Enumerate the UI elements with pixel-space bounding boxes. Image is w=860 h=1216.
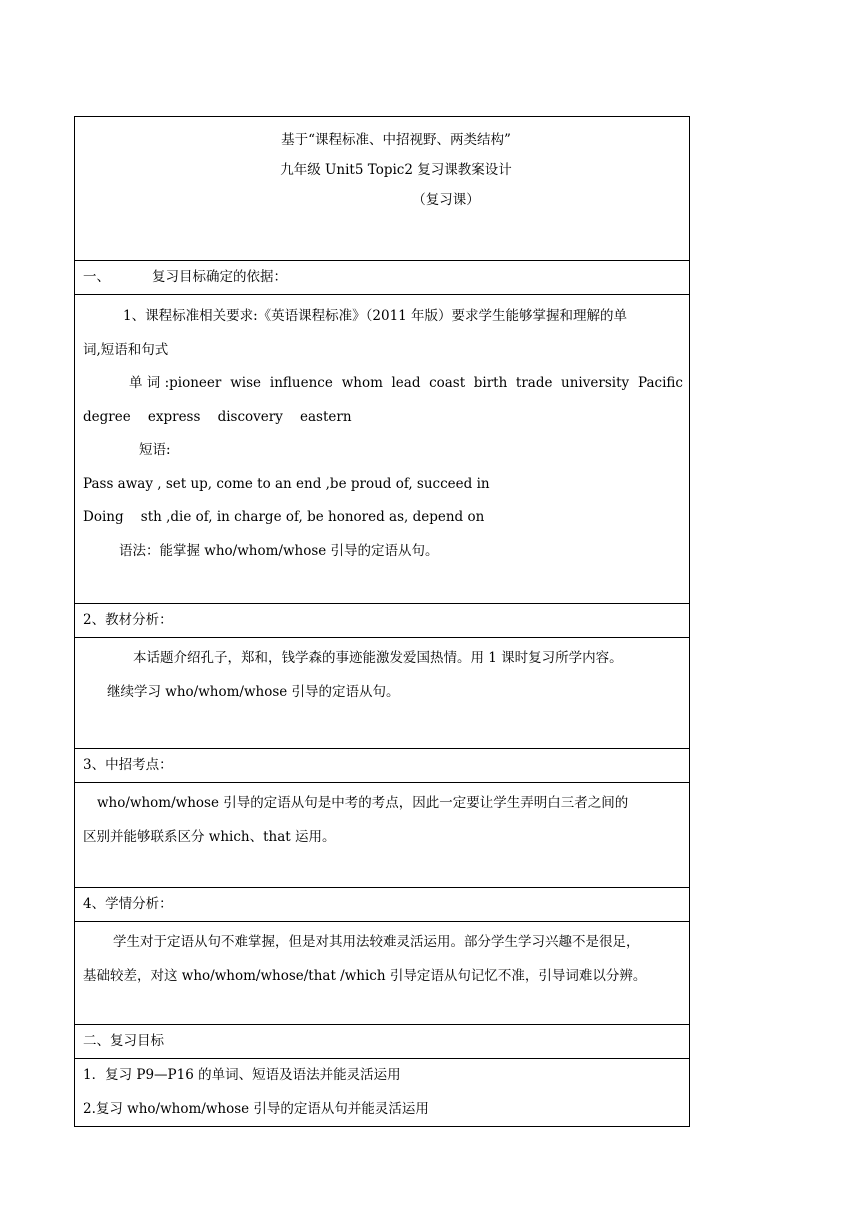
lesson-plan-table xyxy=(74,116,690,1127)
student-line-2: 基础较差，对这 who/whom/whose/that /which 引导定语从句记忆不准，引导词难以分辨。 xyxy=(83,967,647,984)
section-3-body xyxy=(75,783,690,888)
grammar-line: 语法：能掌握 who/whom/whose 引导的定语从句。 xyxy=(119,542,439,559)
word: Pacific xyxy=(637,375,683,391)
section-5-body xyxy=(75,1059,690,1127)
word: university xyxy=(561,375,630,391)
phrases-line-2: Doing sth ,die of, in charge of, be honored as, depend on xyxy=(83,509,485,525)
analysis-line-2: 继续学习 who/whom/whose 引导的定语从句。 xyxy=(107,683,400,700)
word: lead xyxy=(391,375,421,391)
exam-line-2: 区别并能够联系区分 which、that 运用。 xyxy=(83,828,336,845)
title-line-1: 基于“课程标准、中招视野、两类结构” xyxy=(281,132,511,148)
goal-item-1: 1．复习 P9—P16 的单词、短语及语法并能灵活运用 xyxy=(83,1067,401,1083)
standard-line-1: 1、课程标准相关要求:《英语课程标准》（2011 年版）要求学生能够掌握和理解的单 xyxy=(123,308,628,324)
exam-line-1: who/whom/whose 引导的定语从句是中考的考点，因此一定要让学生弄明白三者之间的 xyxy=(97,795,629,811)
phrases-label: 短语: xyxy=(139,442,171,458)
word: pioneer xyxy=(169,375,222,391)
words-label: 单 词 : xyxy=(129,375,170,391)
analysis-line-1: 本话题介绍孔子，郑和，钱学森的事迹能激发爱国热情。用 1 课时复习所学内容。 xyxy=(133,650,623,666)
standard-line-2: 词,短语和句式 xyxy=(83,341,169,358)
title-line-3: （复习课） xyxy=(412,192,480,208)
word: whom xyxy=(341,375,383,391)
goal-item-2: 2.复习 who/whom/whose 引导的定语从句并能灵活运用 xyxy=(83,1100,429,1117)
words-line-2: degree express discovery eastern xyxy=(83,408,352,425)
section-4-body xyxy=(75,922,690,1025)
words-line-1 xyxy=(83,367,689,401)
section-4-header: 4、学情分析： xyxy=(75,888,690,922)
word: coast xyxy=(429,375,466,391)
section-5-header: 二、复习目标 xyxy=(75,1025,690,1059)
word: wise xyxy=(230,375,262,391)
section-1-number: 一、 xyxy=(83,269,110,285)
section-1-header xyxy=(75,261,690,295)
student-line-1: 学生对于定语从句不难掌握，但是对其用法较难灵活运用。部分学生学习兴趣不是很足， xyxy=(113,934,640,950)
title-cell xyxy=(75,117,690,261)
word: trade xyxy=(515,375,553,391)
word: influence xyxy=(269,375,333,391)
section-1-heading: 复习目标确定的依据： xyxy=(152,269,287,285)
section-2-body xyxy=(75,638,690,749)
phrases-line-1: Pass away , set up, come to an end ,be proud of, succeed in xyxy=(83,475,490,492)
section-3-header: 3、中招考点： xyxy=(75,749,690,783)
title-line-2: 九年级 Unit5 Topic2 复习课教案设计 xyxy=(280,162,512,178)
section-1-body xyxy=(75,295,690,604)
section-2-header: 2、教材分析： xyxy=(75,604,690,638)
word: birth xyxy=(473,375,508,391)
